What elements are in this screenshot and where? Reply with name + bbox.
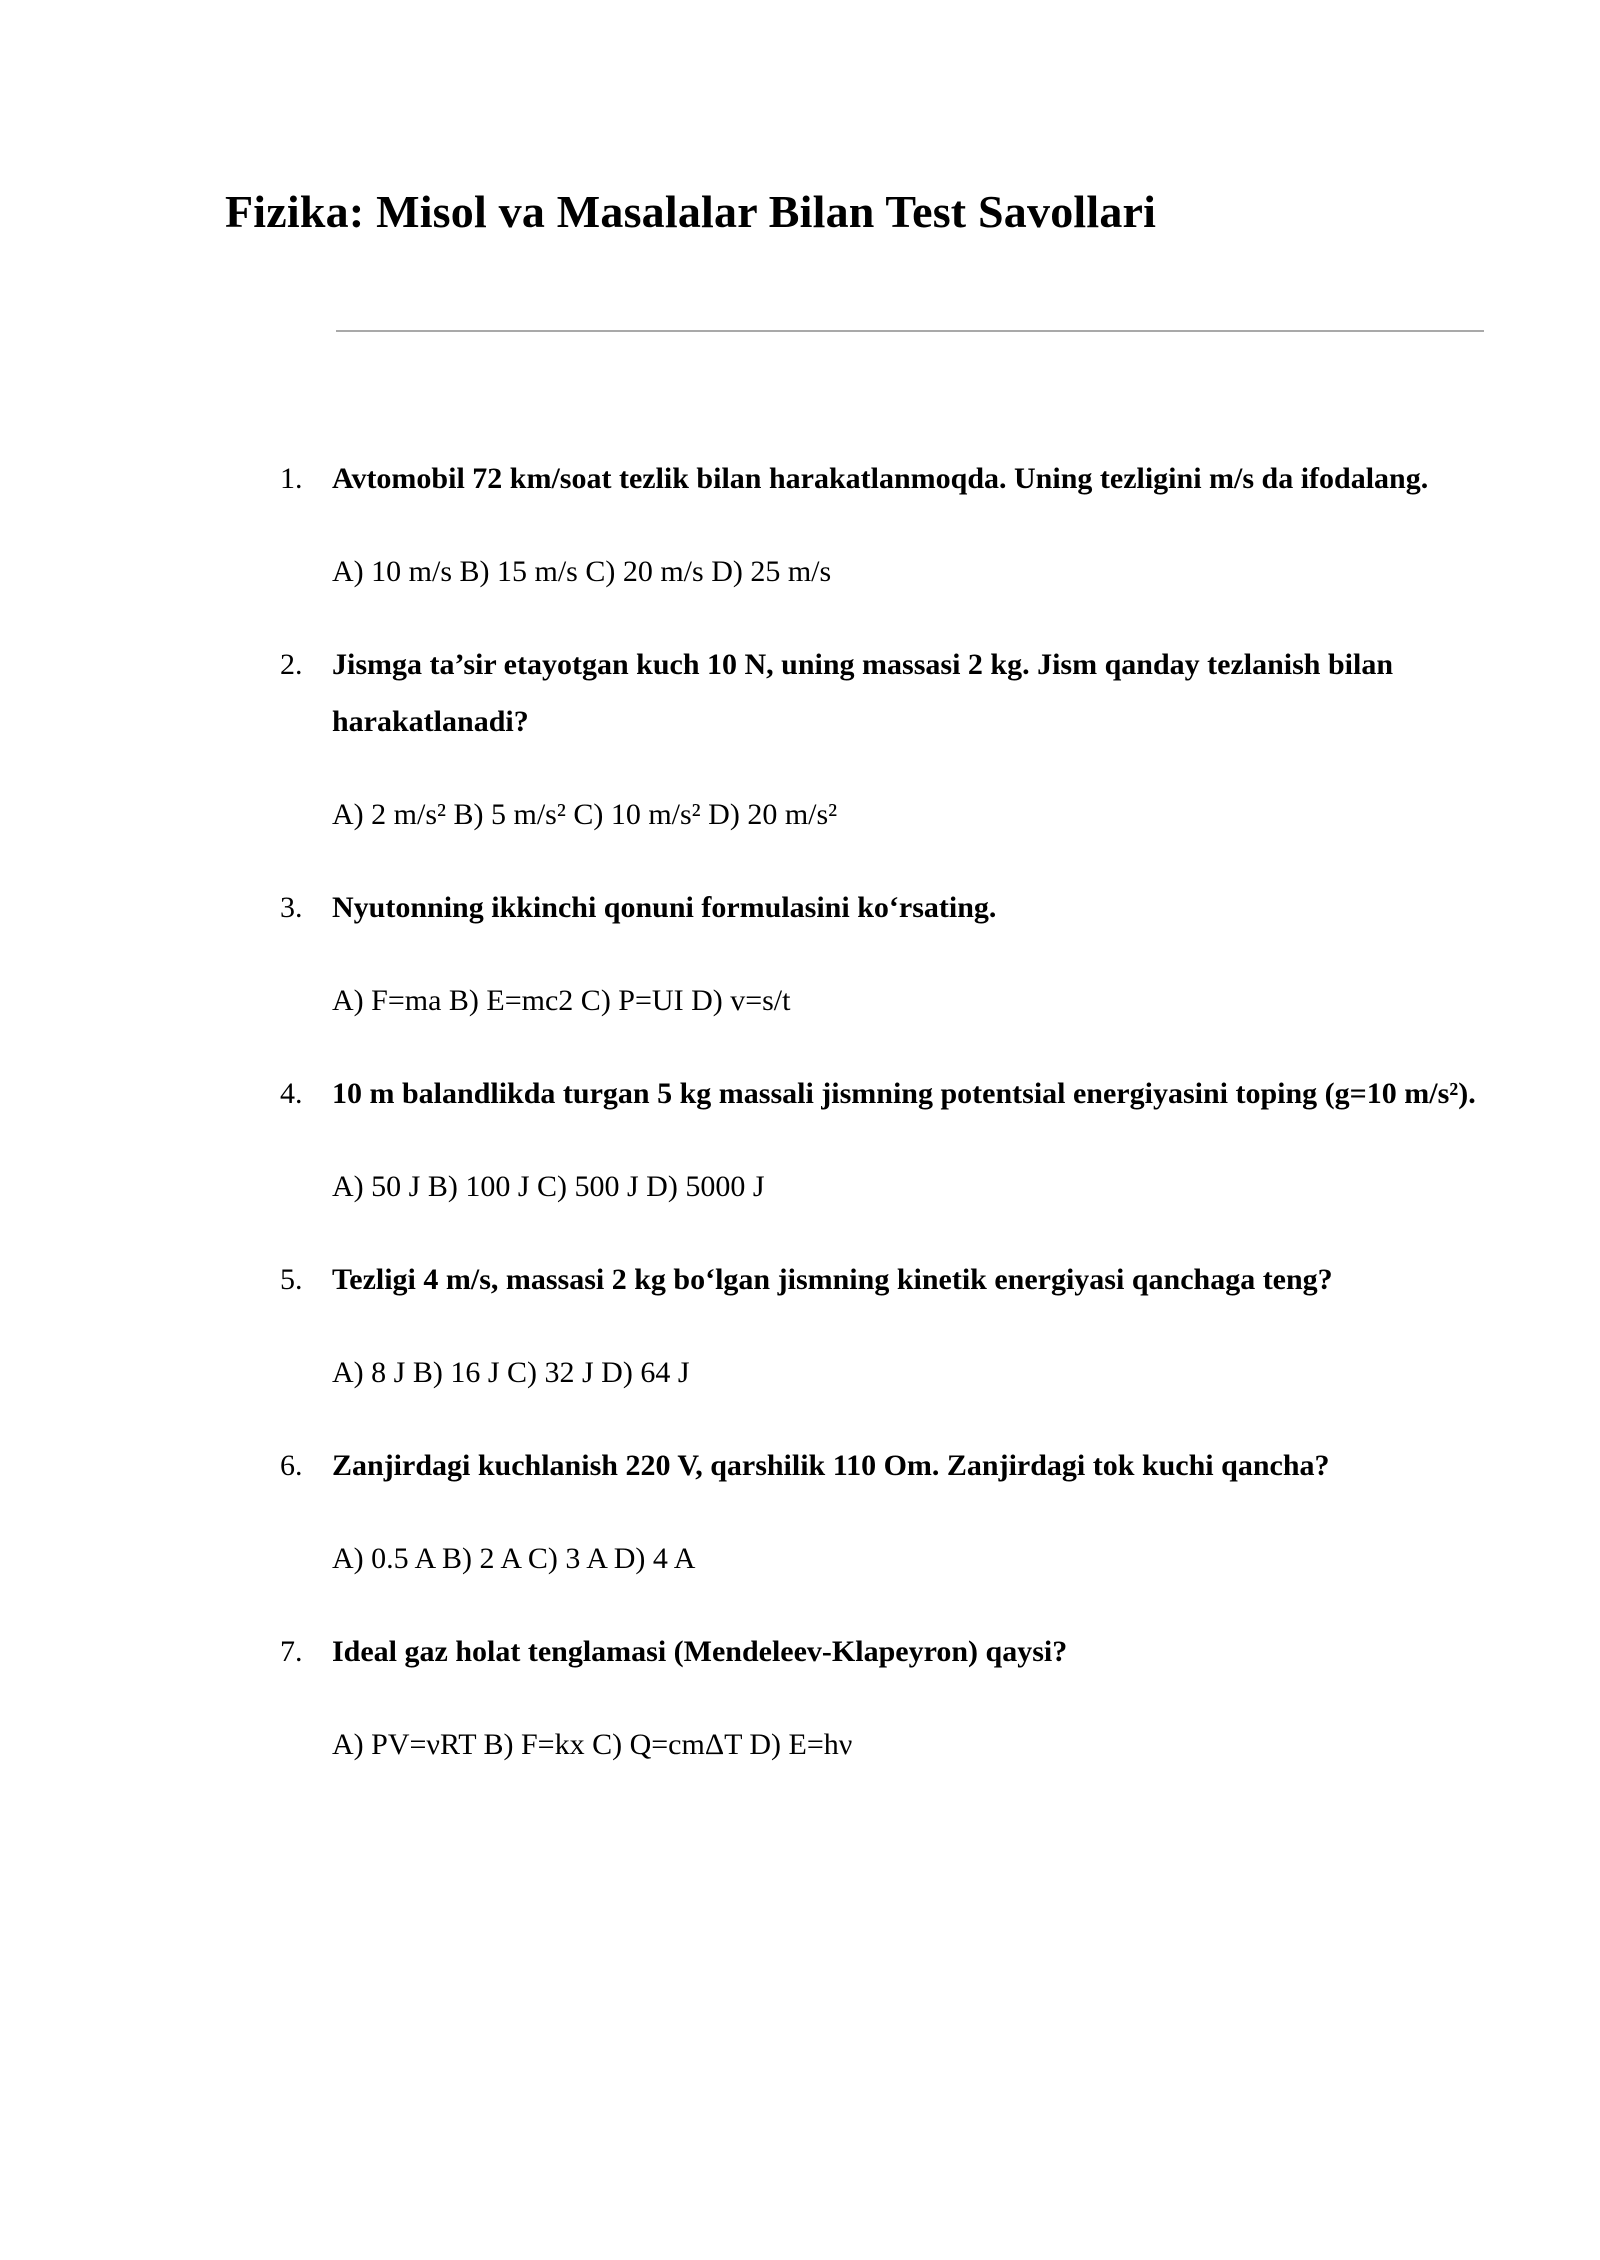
question-number: 2. bbox=[280, 648, 303, 681]
question-item bbox=[280, 1437, 1484, 1623]
question-body bbox=[332, 1065, 1484, 1251]
question-body bbox=[332, 1437, 1484, 1623]
question-body bbox=[332, 636, 1484, 879]
question-body bbox=[332, 1623, 1484, 1809]
question-number: 1. bbox=[280, 462, 303, 495]
question-item bbox=[280, 1065, 1484, 1251]
question-options: A) 10 m/s B) 15 m/s C) 20 m/s D) 25 m/s bbox=[332, 555, 832, 588]
question-options: A) F=ma B) E=mc2 C) P=UI D) v=s/t bbox=[332, 984, 791, 1017]
question-body bbox=[332, 879, 1484, 1065]
question-body bbox=[332, 450, 1484, 636]
question-number: 5. bbox=[280, 1263, 303, 1296]
question-text: Tezligi 4 m/s, massasi 2 kg bo‘lgan jismning kinetik energiyasi qanchaga teng? bbox=[332, 1263, 1333, 1296]
question-options: A) 2 m/s² B) 5 m/s² C) 10 m/s² D) 20 m/s² bbox=[332, 798, 838, 831]
question-text: Ideal gaz holat tenglamasi (Mendeleev-Klapeyron) qaysi? bbox=[332, 1635, 1068, 1668]
question-number: 3. bbox=[280, 891, 303, 924]
question-body bbox=[332, 1251, 1484, 1437]
question-text: Avtomobil 72 km/soat tezlik bilan harakatlanmoqda. Uning tezligini m/s da ifodalang. bbox=[332, 462, 1429, 495]
question-item bbox=[280, 879, 1484, 1065]
question-options: A) 50 J B) 100 J C) 500 J D) 5000 J bbox=[332, 1170, 765, 1203]
question-item bbox=[280, 1251, 1484, 1437]
question-text: 10 m balandlikda turgan 5 kg massali jismning potentsial energiyasini toping (g=10 m/s²). bbox=[332, 1077, 1476, 1110]
question-text: Jismga ta’sir etayotgan kuch 10 N, uning massasi 2 kg. Jism qanday tezlanish bilan harakatlanadi? bbox=[332, 648, 1394, 738]
question-item bbox=[280, 1623, 1484, 1809]
question-options: A) PV=νRT B) F=kx C) Q=cmΔT D) E=hν bbox=[332, 1728, 853, 1761]
question-number: 4. bbox=[280, 1077, 303, 1110]
question-list bbox=[280, 450, 1484, 1809]
question-item bbox=[280, 450, 1484, 636]
question-text: Nyutonning ikkinchi qonuni formulasini ko‘rsating. bbox=[332, 891, 997, 924]
question-options: A) 8 J B) 16 J C) 32 J D) 64 J bbox=[332, 1356, 690, 1389]
question-number: 6. bbox=[280, 1449, 303, 1482]
question-options: A) 0.5 A B) 2 A C) 3 A D) 4 A bbox=[332, 1542, 696, 1575]
question-number: 7. bbox=[280, 1635, 303, 1668]
question-text: Zanjirdagi kuchlanish 220 V, qarshilik 110 Om. Zanjirdagi tok kuchi qancha? bbox=[332, 1449, 1330, 1482]
divider bbox=[336, 330, 1484, 332]
question-item bbox=[280, 636, 1484, 879]
page-title: Fizika: Misol va Masalalar Bilan Test Savollari bbox=[225, 186, 1157, 237]
